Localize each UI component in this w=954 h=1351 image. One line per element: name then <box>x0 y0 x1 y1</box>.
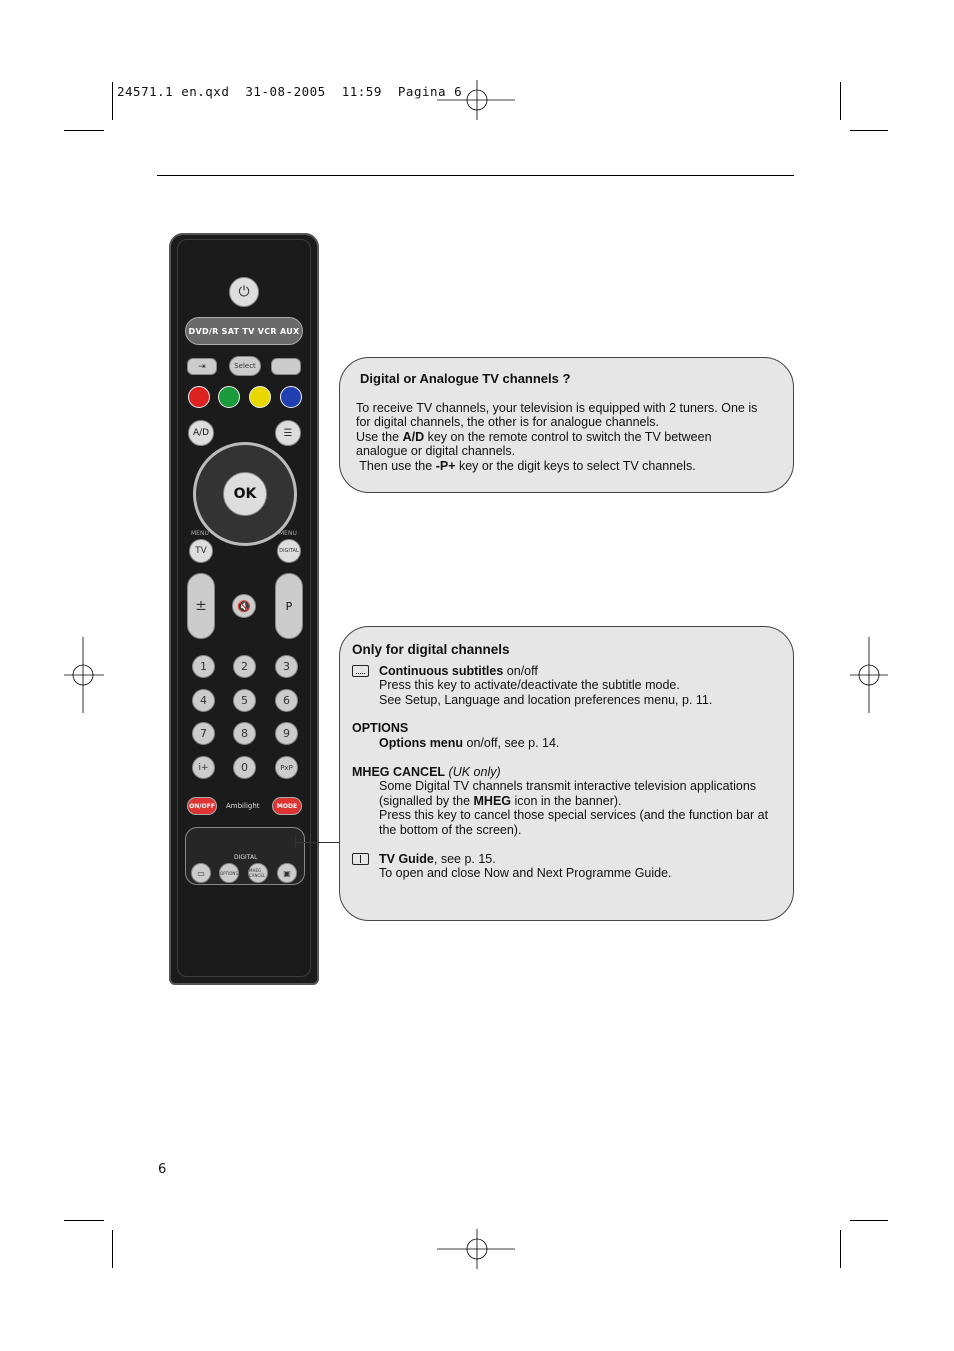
digit-2: 2 <box>233 655 256 678</box>
subtitle-icon: ▭ <box>191 863 211 883</box>
volume-icon: ± <box>187 573 215 639</box>
aspect-icon: ⇥ <box>187 358 217 375</box>
source-keys: DVD/R SAT TV VCR AUX <box>185 317 303 345</box>
menu-left-label: MENU <box>191 530 209 537</box>
ad-key: A/D <box>188 420 214 446</box>
tv-guide-icon <box>352 853 369 865</box>
pip-key: PxP <box>275 756 298 779</box>
options-heading: OPTIONS <box>352 721 409 736</box>
ok-key: OK <box>223 472 267 516</box>
digit-4: 4 <box>192 689 215 712</box>
menu-right-label: MENU <box>279 530 297 537</box>
header-rule <box>157 175 794 176</box>
teletext-icon: ☰ <box>275 420 301 446</box>
select-key: Select <box>229 356 261 376</box>
blue-key <box>280 386 302 408</box>
digital-label: DIGITAL <box>234 854 258 861</box>
ambilight-mode-key: MODE <box>272 797 302 815</box>
print-slug: 24571.1 en.qxd 31-08-2005 11:59 Pagina 6 <box>117 84 463 99</box>
ambilight-label: Ambilight <box>226 802 260 810</box>
digit-5: 5 <box>233 689 256 712</box>
digital-channels-box: Only for digital channels Continuous subtitles on/off Press this key to activate/deactivate the subtitle mode. See Setup, Language and location preferences menu, p. 11. OPTIONS Options menu on/off, see p. 14. MHEG CANCEL (UK only) Some Digital TV channels transmit interactive television applications (signalled by the MHEG icon in the banner). Press this key to cancel those special services (and the function bar at the bottom of the screen). TV Guide, see p. 15. To open and close Now and Next Programme Guide. <box>339 626 794 921</box>
analogue-digital-box <box>339 357 794 493</box>
mheg-heading: MHEG CANCEL (UK only) <box>352 764 501 779</box>
digit-1: 1 <box>192 655 215 678</box>
digit-7: 7 <box>192 722 215 745</box>
options-key: OPTIONS <box>219 863 239 883</box>
digit-6: 6 <box>275 689 298 712</box>
box1-text: To receive TV channels, your television is equipped with 2 tuners. One is for digital channels, the other is for analogue channels. Use the A/D key on the remote control to switch the TV between analogue or digital channels. Then use the -P+ key or the digit keys to select TV channels. <box>356 400 758 473</box>
info-icon: i+ <box>192 756 215 779</box>
green-key <box>218 386 240 408</box>
subtitle-icon <box>352 665 369 677</box>
remote-control <box>169 233 319 985</box>
page-number: 6 <box>158 1162 167 1177</box>
power-icon: ⏻ <box>229 277 259 307</box>
tv-key: TV <box>189 539 213 563</box>
digit-8: 8 <box>233 722 256 745</box>
digit-9: 9 <box>275 722 298 745</box>
options-line: Options menu on/off, see p. 14. <box>379 735 560 750</box>
box2-title: Only for digital channels <box>352 642 510 657</box>
yellow-key <box>249 386 271 408</box>
box1-title: Digital or Analogue TV channels ? <box>360 371 571 386</box>
digital-key: DIGITAL <box>277 539 301 563</box>
ambilight-onoff-key: ON/OFF <box>187 797 217 815</box>
blank-key <box>271 358 301 375</box>
tv-guide-row: TV Guide, see p. 15. <box>352 852 779 867</box>
red-key <box>188 386 210 408</box>
digit-0: 0 <box>233 756 256 779</box>
program-key: P <box>275 573 303 639</box>
mute-icon: 🔇 <box>232 594 256 618</box>
tv-guide-icon: ▣ <box>277 863 297 883</box>
subtitles-row: Continuous subtitles on/off <box>352 664 779 679</box>
leader-line <box>295 842 339 843</box>
mheg-cancel-key: MHEG CANCEL <box>248 863 268 883</box>
digit-3: 3 <box>275 655 298 678</box>
